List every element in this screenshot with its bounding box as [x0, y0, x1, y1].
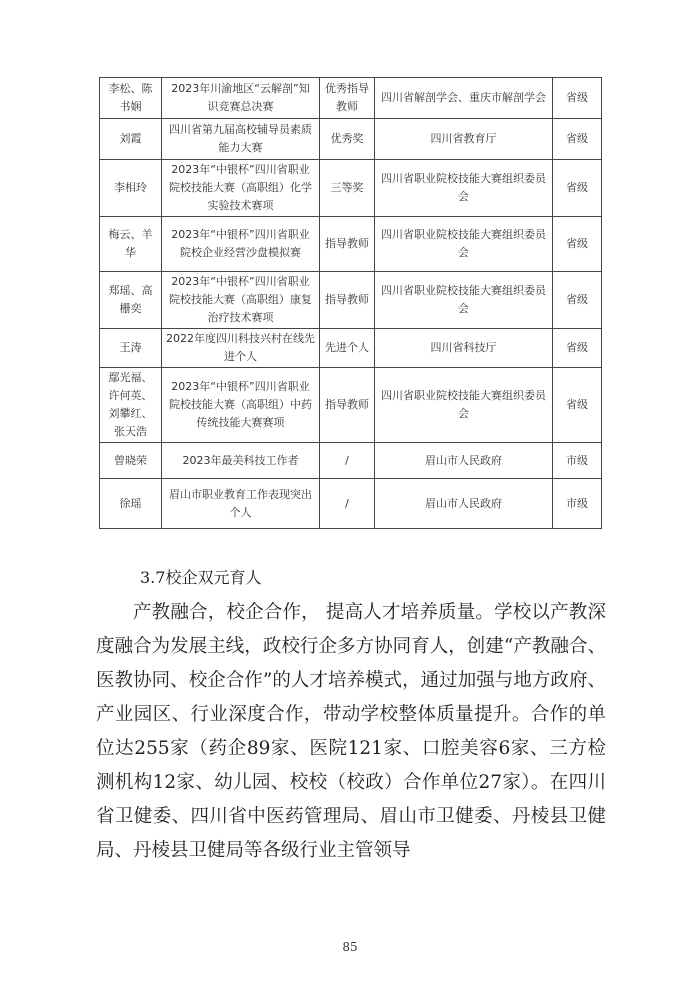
table-row	[100, 443, 602, 479]
page-number: 85	[342, 940, 358, 954]
award-result-cell: 优秀奖	[320, 119, 375, 160]
level-cell: 省级	[553, 217, 602, 272]
table-row	[100, 78, 602, 119]
winner-name-cell: 刘霞	[100, 119, 162, 160]
winner-name-cell: 曾晓荣	[100, 443, 162, 479]
level-cell: 省级	[553, 119, 602, 160]
award-name-cell: 2023年“中银杯”四川省职业院校技能大赛（高职组）化学实验技术赛项	[162, 160, 320, 217]
organizer-cell: 四川省职业院校技能大赛组织委员会	[375, 272, 553, 329]
organizer-cell: 四川省科技厅	[375, 329, 553, 368]
organizer-cell: 四川省职业院校技能大赛组织委员会	[375, 217, 553, 272]
level-cell: 省级	[553, 160, 602, 217]
section-heading: 3.7校企双元育人	[140, 568, 262, 587]
award-name-cell: 2023年最美科技工作者	[162, 443, 320, 479]
organizer-cell: 四川省职业院校技能大赛组织委员会	[375, 368, 553, 443]
winner-name-cell: 鄢光福、许何英、刘攀红、张天浩	[100, 368, 162, 443]
table-row	[100, 368, 602, 443]
level-cell: 省级	[553, 368, 602, 443]
award-name-cell: 2023年“中银杯”四川省职业院校技能大赛（高职组）康复治疗技术赛项	[162, 272, 320, 329]
award-name-cell: 2023年川渝地区“云解剖”知识竞赛总决赛	[162, 78, 320, 119]
table-row	[100, 119, 602, 160]
award-name-cell: 四川省第九届高校辅导员素质能力大赛	[162, 119, 320, 160]
award-result-cell: /	[320, 479, 375, 529]
award-result-cell: 优秀指导教师	[320, 78, 375, 119]
winner-name-cell: 徐瑶	[100, 479, 162, 529]
award-name-cell: 2023年“中银杯”四川省职业院校技能大赛（高职组）中药传统技能大赛赛项	[162, 368, 320, 443]
organizer-cell: 四川省教育厅	[375, 119, 553, 160]
award-name-cell: 眉山市职业教育工作表现突出个人	[162, 479, 320, 529]
winner-name-cell: 王涛	[100, 329, 162, 368]
table-row	[100, 160, 602, 217]
winner-name-cell: 郑瑶、高栅奕	[100, 272, 162, 329]
organizer-cell: 眉山市人民政府	[375, 479, 553, 529]
award-result-cell: /	[320, 443, 375, 479]
level-cell: 市级	[553, 479, 602, 529]
organizer-cell: 四川省解剖学会、重庆市解剖学会	[375, 78, 553, 119]
award-name-cell: 2022年度四川科技兴村在线先进个人	[162, 329, 320, 368]
table-row	[100, 479, 602, 529]
level-cell: 省级	[553, 329, 602, 368]
level-cell: 市级	[553, 443, 602, 479]
award-result-cell: 指导教师	[320, 217, 375, 272]
award-name-cell: 2023年“中银杯”四川省职业院校企业经营沙盘模拟赛	[162, 217, 320, 272]
award-result-cell: 先进个人	[320, 329, 375, 368]
table-row	[100, 272, 602, 329]
table-row	[100, 217, 602, 272]
award-result-cell: 三等奖	[320, 160, 375, 217]
body-paragraph: 产教融合，校企合作， 提高人才培养质量。学校以产教深度融合为发展主线，政校行企多方协同育人，创建“产教融合、医教协同、校企合作”的人才培养模式，通过加强与地方政府、产业园区、行业深度合作，带动学校整体质量提升。合作的单位达255家（药企89家、医院121家、口腔美容6家、三方检测机构12家、幼儿园、校校（校政）合作单位27家）。在四川省卫健委、四川省中医药管理局、眉山市卫健委、丹棱县卫健局、丹棱县卫健局等各级行业主管领导	[96, 602, 606, 861]
winner-name-cell: 李相玲	[100, 160, 162, 217]
table-row	[100, 329, 602, 368]
award-result-cell: 指导教师	[320, 272, 375, 329]
awards-table	[99, 77, 602, 529]
award-result-cell: 指导教师	[320, 368, 375, 443]
level-cell: 省级	[553, 78, 602, 119]
level-cell: 省级	[553, 272, 602, 329]
organizer-cell: 眉山市人民政府	[375, 443, 553, 479]
organizer-cell: 四川省职业院校技能大赛组织委员会	[375, 160, 553, 217]
winner-name-cell: 李松、陈书娴	[100, 78, 162, 119]
winner-name-cell: 梅云、羊华	[100, 217, 162, 272]
